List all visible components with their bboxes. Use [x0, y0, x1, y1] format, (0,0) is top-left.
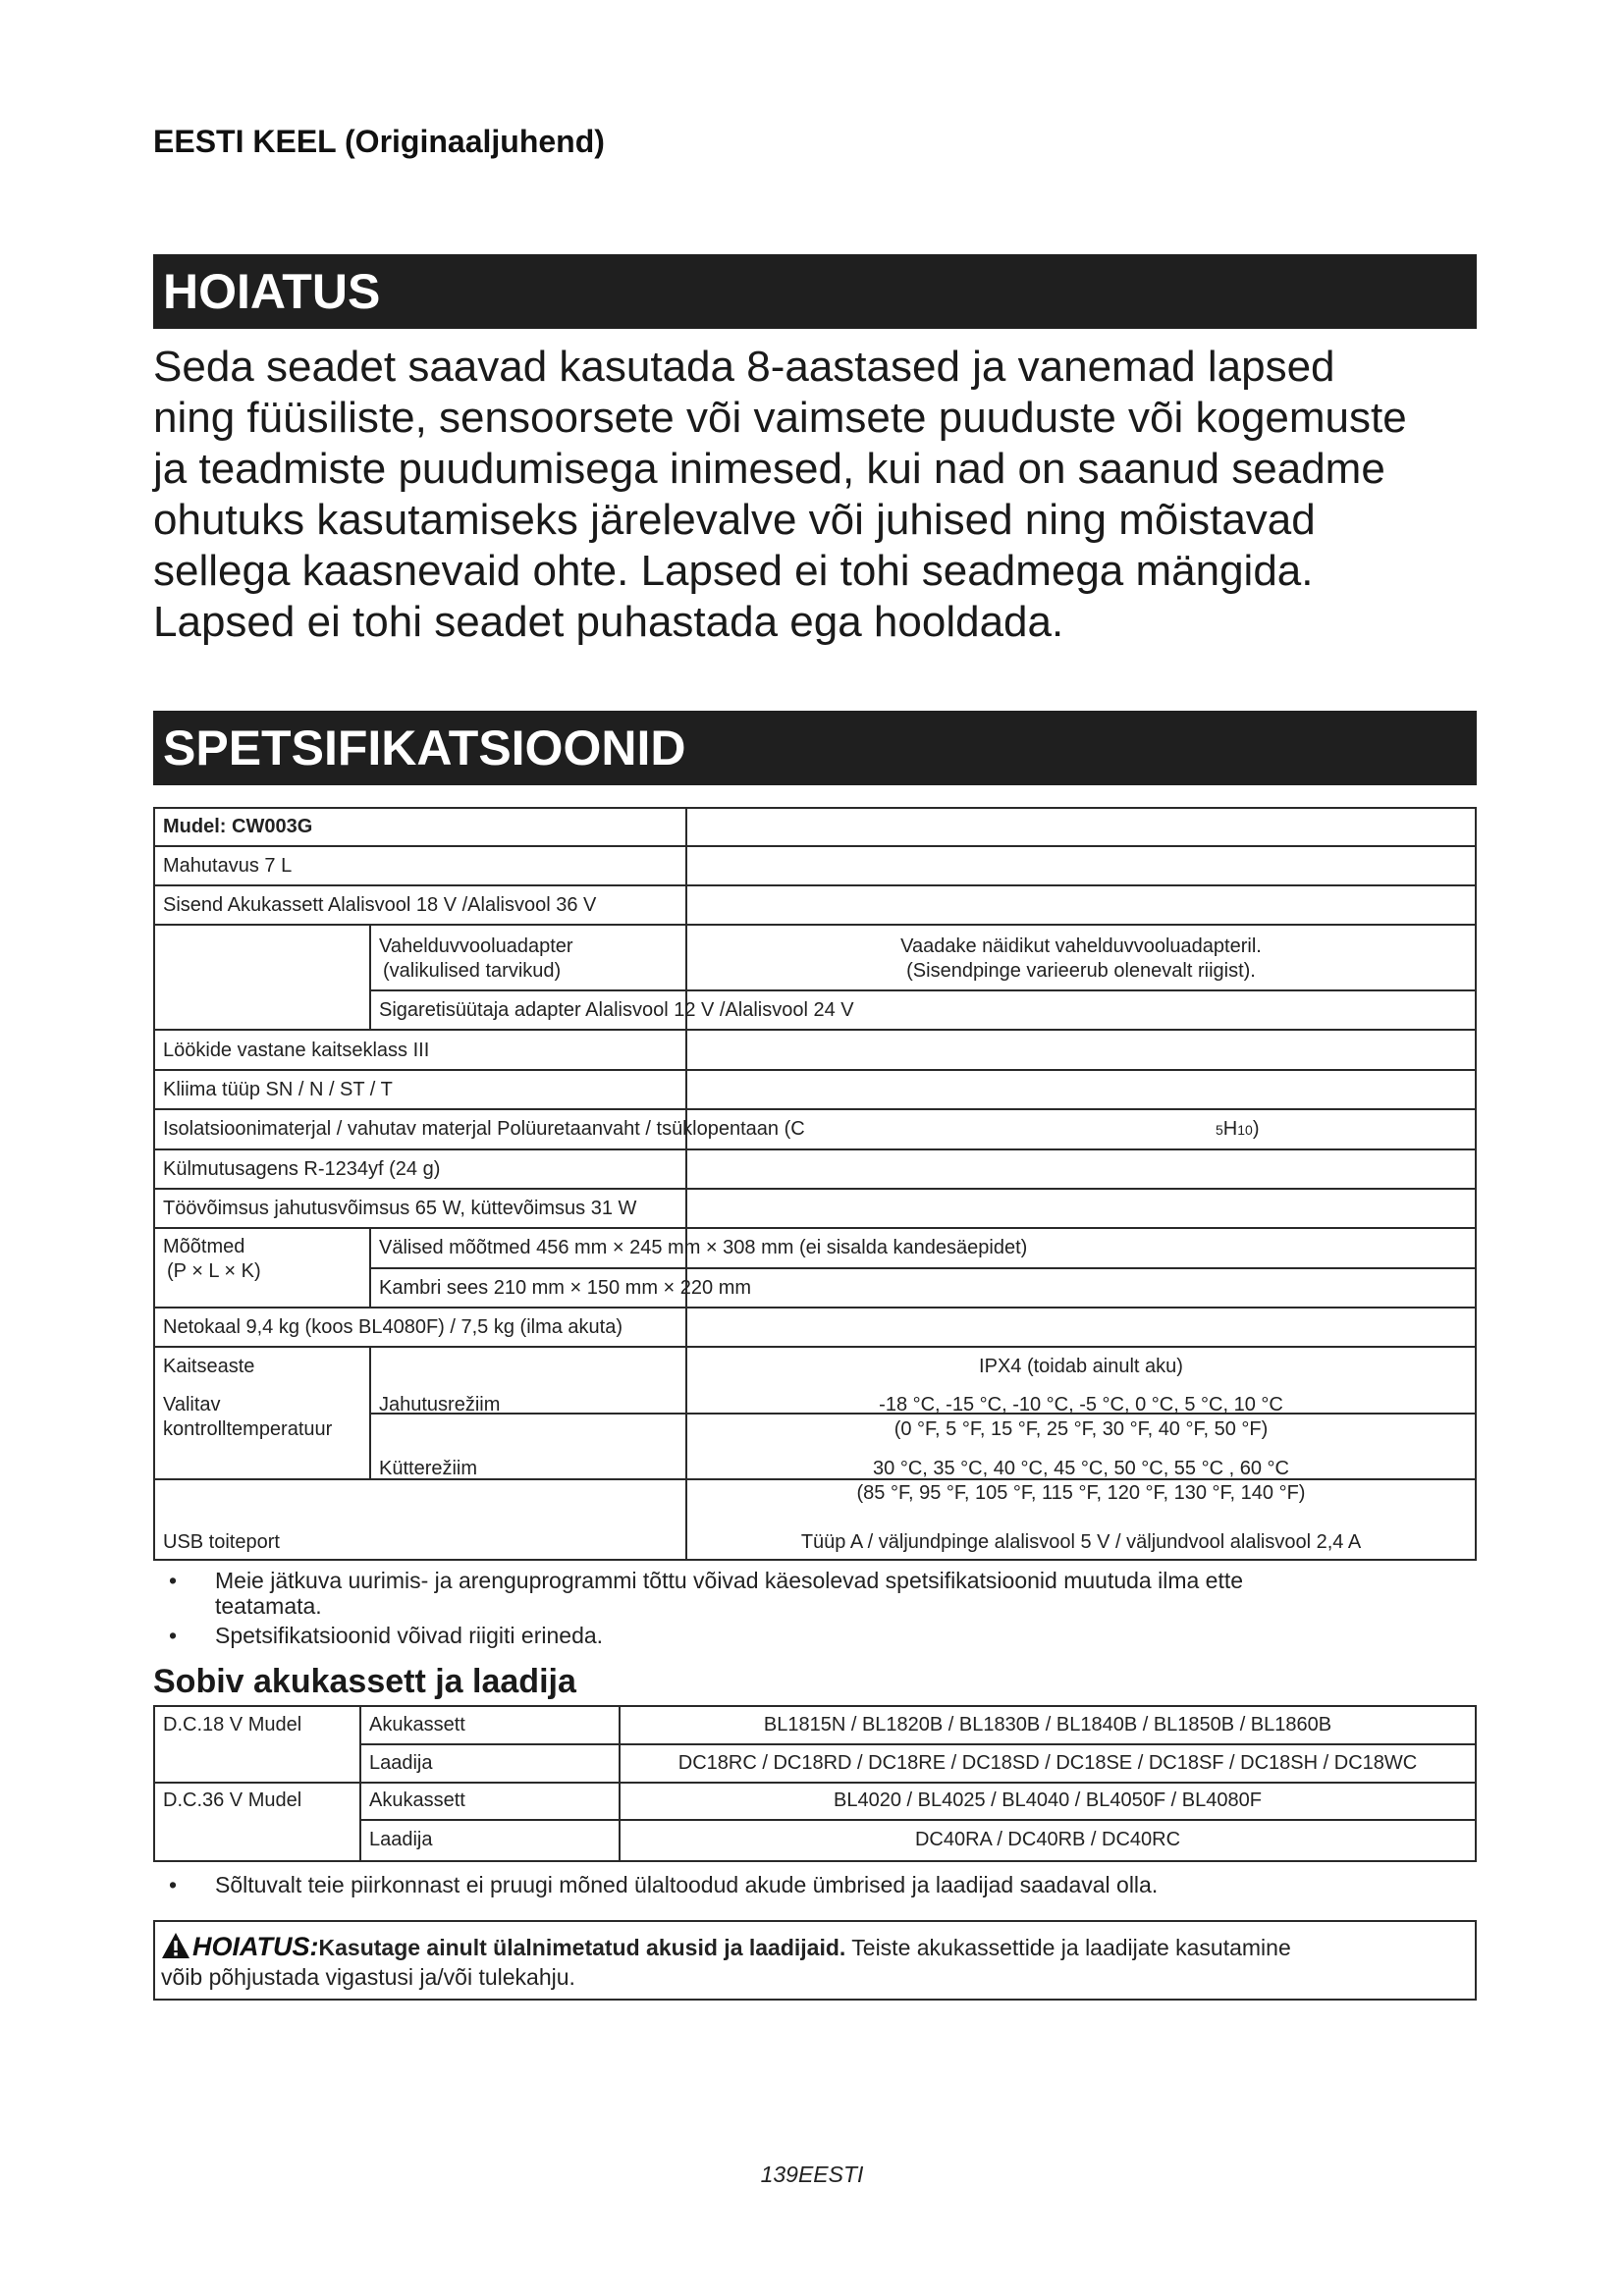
table-rule: [359, 1819, 1477, 1821]
table-rule: [369, 989, 1477, 991]
table-rule: [153, 1227, 1477, 1229]
cooling-value: [687, 1393, 1475, 1442]
dimensions-outer: Välised mõõtmed 456 mm × 245 mm × 308 mm (ei sisalda kandesäepidet): [379, 1237, 1028, 1258]
ac-adapter-value-line: Vaadake näidikut vahelduvvooluadapteril.: [900, 935, 1262, 957]
battery-type: Laadija: [369, 1829, 433, 1850]
warning-line: Lapsed ei tohi seadet puhastada ega hooldada.: [153, 598, 1064, 646]
table-rule: [153, 1148, 1477, 1150]
table-rule: [153, 924, 1477, 926]
table-rule: [153, 884, 1477, 886]
heating-value-line: 30 °C, 35 °C, 40 °C, 45 °C, 50 °C, 55 °C , 60 °C: [873, 1458, 1289, 1479]
ac-adapter-value-line: (Sisendpinge varieerub olenevalt riigist).: [906, 960, 1256, 982]
formula-subscript: 5: [1216, 1122, 1223, 1138]
usb-value: Tüüp A / väljundpinge alalisvool 5 V / väljundvool alalisvool 2,4 A: [800, 1531, 1362, 1553]
battery-note-text: Sõltuvalt teie piirkonnast ei pruugi mõned ülaltoodud akude ümbrised ja laadijad saadaval olla.: [215, 1872, 1159, 1897]
battery-models: BL4020 / BL4025 / BL4040 / BL4050F / BL4080F: [834, 1789, 1262, 1811]
battery-models: BL1815N / BL1820B / BL1830B / BL1840B / BL1850B / BL1860B: [763, 1714, 1332, 1735]
table-rule: [153, 1029, 1477, 1031]
note-line: Spetsifikatsioonid võivad riigiti erineda.: [215, 1623, 604, 1648]
table-rule: [153, 1705, 155, 1862]
specs-title-bar: [153, 711, 1477, 785]
ac-adapter-value: [687, 934, 1475, 984]
battery-section-title: Sobiv akukassett ja laadija: [153, 1663, 576, 1700]
table-rule: [1475, 807, 1477, 1561]
warning-line: ohutuks kasutamiseks järelevalve või juhised ning mõistavad: [153, 496, 1316, 544]
table-rule: [153, 845, 1477, 847]
temperature-label: [163, 1393, 332, 1442]
cigarette-label: Sigaretisüütaja adapter: [379, 999, 581, 1021]
table-rule: [153, 1307, 1477, 1308]
dimensions-label-line: Mõõtmed: [163, 1236, 245, 1257]
battery-warning-box: [153, 1920, 1477, 2001]
warning-bold-text: Kasutage ainult ülalnimetatud akusid ja laadijaid.: [318, 1935, 846, 1960]
battery-label: Akukassett: [227, 894, 324, 916]
table-rule: [153, 1559, 1477, 1561]
dimensions-label-line: (P × L × K): [167, 1260, 261, 1282]
battery-type: Laadija: [369, 1752, 433, 1774]
table-rule: [153, 1346, 1477, 1348]
battery-type: Akukassett: [369, 1789, 465, 1811]
battery-value: Alalisvool 18 V /Alalisvool 36 V: [327, 894, 597, 916]
model-label: Mudel:: [163, 816, 227, 837]
cooling-label: Jahutusrežiim: [379, 1394, 501, 1415]
insulation-value: Polüuretaanvaht / tsüklopentaan (C: [497, 1118, 805, 1140]
table-rule: [153, 1705, 1477, 1707]
climate-type-cell: Kliima tüüp SN / N / ST / T: [163, 1079, 393, 1100]
specs-title: SPETSIFIKATSIOONID: [163, 721, 686, 775]
table-rule: [153, 1108, 1477, 1110]
warning-paragraph: [153, 342, 1489, 648]
heating-value: [687, 1457, 1475, 1506]
formula-close: ): [1252, 1118, 1260, 1140]
capacity-cell: Mahutavus 7 L: [163, 855, 293, 877]
ac-adapter-label: [379, 934, 573, 984]
table-rule: [369, 1346, 371, 1478]
temperature-label-line: kontrolltemperatuur: [163, 1418, 333, 1440]
table-rule: [153, 807, 155, 1561]
battery-group: D.C.36 V Mudel: [163, 1789, 302, 1811]
spec-notes: [153, 1568, 1477, 1648]
insulation-label: Isolatsioonimaterjal / vahutav materjal: [163, 1118, 492, 1140]
dimensions-label: [163, 1235, 261, 1284]
protection-value: IPX4 (toidab ainult aku): [979, 1356, 1183, 1377]
warning-line: ning füüsiliste, sensoorsete või vaimsete puuduste või kogemuste: [153, 394, 1407, 442]
heating-value-line: (85 °F, 95 °F, 105 °F, 115 °F, 120 °F, 130 °F, 140 °F): [856, 1482, 1306, 1504]
table-rule: [369, 1267, 1477, 1269]
warning-line: Seda seadet saavad kasutada 8-aastased ja vanemad lapsed: [153, 343, 1335, 391]
warning-text: võib põhjustada vigastusi ja/või tulekahju.: [161, 1964, 575, 1990]
note-item: [153, 1623, 1477, 1648]
warning-title: HOIATUS: [163, 264, 381, 319]
table-rule: [359, 1705, 361, 1862]
table-rule: [153, 1782, 1477, 1784]
cigarette-adapter-cell: [379, 998, 854, 1023]
table-rule: [153, 1860, 1477, 1862]
warning-text: Teiste akukassettide ja laadijate kasutamine: [845, 1935, 1291, 1960]
heating-label: Kütterežiim: [379, 1458, 478, 1479]
shock-protection-cell: Löökide vastane kaitseklass III: [163, 1040, 430, 1061]
table-rule: [153, 1069, 1477, 1071]
language-title: EESTI KEEL (Originaaljuhend): [153, 124, 605, 159]
specs-table: [153, 807, 1477, 1563]
table-rule: [359, 1743, 1477, 1745]
model-cell: [163, 815, 312, 839]
note-line: Meie jätkuva uurimis- ja arenguprogrammi tõttu võivad käesolevad spetsifikatsioonid muutuda ilma ette: [215, 1568, 1244, 1593]
cigarette-value: Alalisvool 12 V /Alalisvool 24 V: [585, 999, 854, 1021]
refrigerant-cell: Külmutusagens R-1234yf (24 g): [163, 1158, 441, 1180]
warning-label: HOIATUS:: [192, 1932, 319, 1961]
table-rule: [153, 1188, 1477, 1190]
formula-h: H: [1222, 1118, 1238, 1140]
protection-label: Kaitseaste: [163, 1356, 255, 1377]
formula-subscript: 10: [1237, 1122, 1253, 1138]
table-rule: [685, 807, 687, 1561]
model-value: CW003G: [232, 816, 313, 837]
temperature-label-line: Valitav: [163, 1394, 221, 1415]
note-item: [153, 1568, 1477, 1619]
ac-adapter-label-line: Vahelduvvooluadapter: [379, 935, 573, 957]
battery-group: D.C.18 V Mudel: [163, 1714, 302, 1735]
charger-models: DC40RA / DC40RB / DC40RC: [914, 1829, 1181, 1850]
warning-triangle-icon: [161, 1932, 190, 1959]
insulation-cell: [163, 1117, 805, 1142]
battery-table: [153, 1705, 1477, 1864]
battery-note: [153, 1872, 1477, 1897]
warning-line: ja teadmiste puudumisega inimesed, kui nad on saanud seadme: [153, 445, 1385, 493]
warning-line: sellega kaasnevaid ohte. Lapsed ei tohi seadmega mängida.: [153, 547, 1314, 595]
page-number: 139EESTI: [760, 2162, 864, 2187]
warning-title-bar: [153, 254, 1477, 329]
ac-adapter-label-line: (valikulised tarvikud): [383, 960, 562, 982]
charger-models: DC18RC / DC18RD / DC18RE / DC18SD / DC18SE / DC18SF / DC18SH / DC18WC: [677, 1752, 1418, 1774]
note-line: teatamata.: [215, 1593, 322, 1619]
bullet: •: [169, 1623, 178, 1648]
table-rule: [369, 924, 371, 1029]
bullet: •: [169, 1568, 178, 1593]
cooling-value-line: (0 °F, 5 °F, 15 °F, 25 °F, 30 °F, 40 °F, 50 °F): [893, 1418, 1269, 1440]
battery-type: Akukassett: [369, 1714, 465, 1735]
bullet: •: [169, 1872, 178, 1897]
insulation-formula-tail: [1216, 1117, 1260, 1143]
table-rule: [1475, 1705, 1477, 1862]
input-label: Sisend: [163, 894, 224, 916]
dimensions-inner: Kambri sees 210 mm × 150 mm × 220 mm: [379, 1277, 752, 1299]
input-battery-cell: [163, 893, 596, 918]
net-weight-cell: Netokaal 9,4 kg (koos BL4080F) / 7,5 kg (ilma akuta): [163, 1316, 623, 1338]
performance-cell: Töövõimsus jahutusvõimsus 65 W, küttevõimsus 31 W: [163, 1198, 637, 1219]
table-rule: [369, 1227, 371, 1307]
usb-label: USB toiteport: [163, 1531, 280, 1553]
cooling-value-line: -18 °C, -15 °C, -10 °C, -5 °C, 0 °C, 5 °C, 10 °C: [879, 1394, 1283, 1415]
table-rule: [153, 807, 1477, 809]
